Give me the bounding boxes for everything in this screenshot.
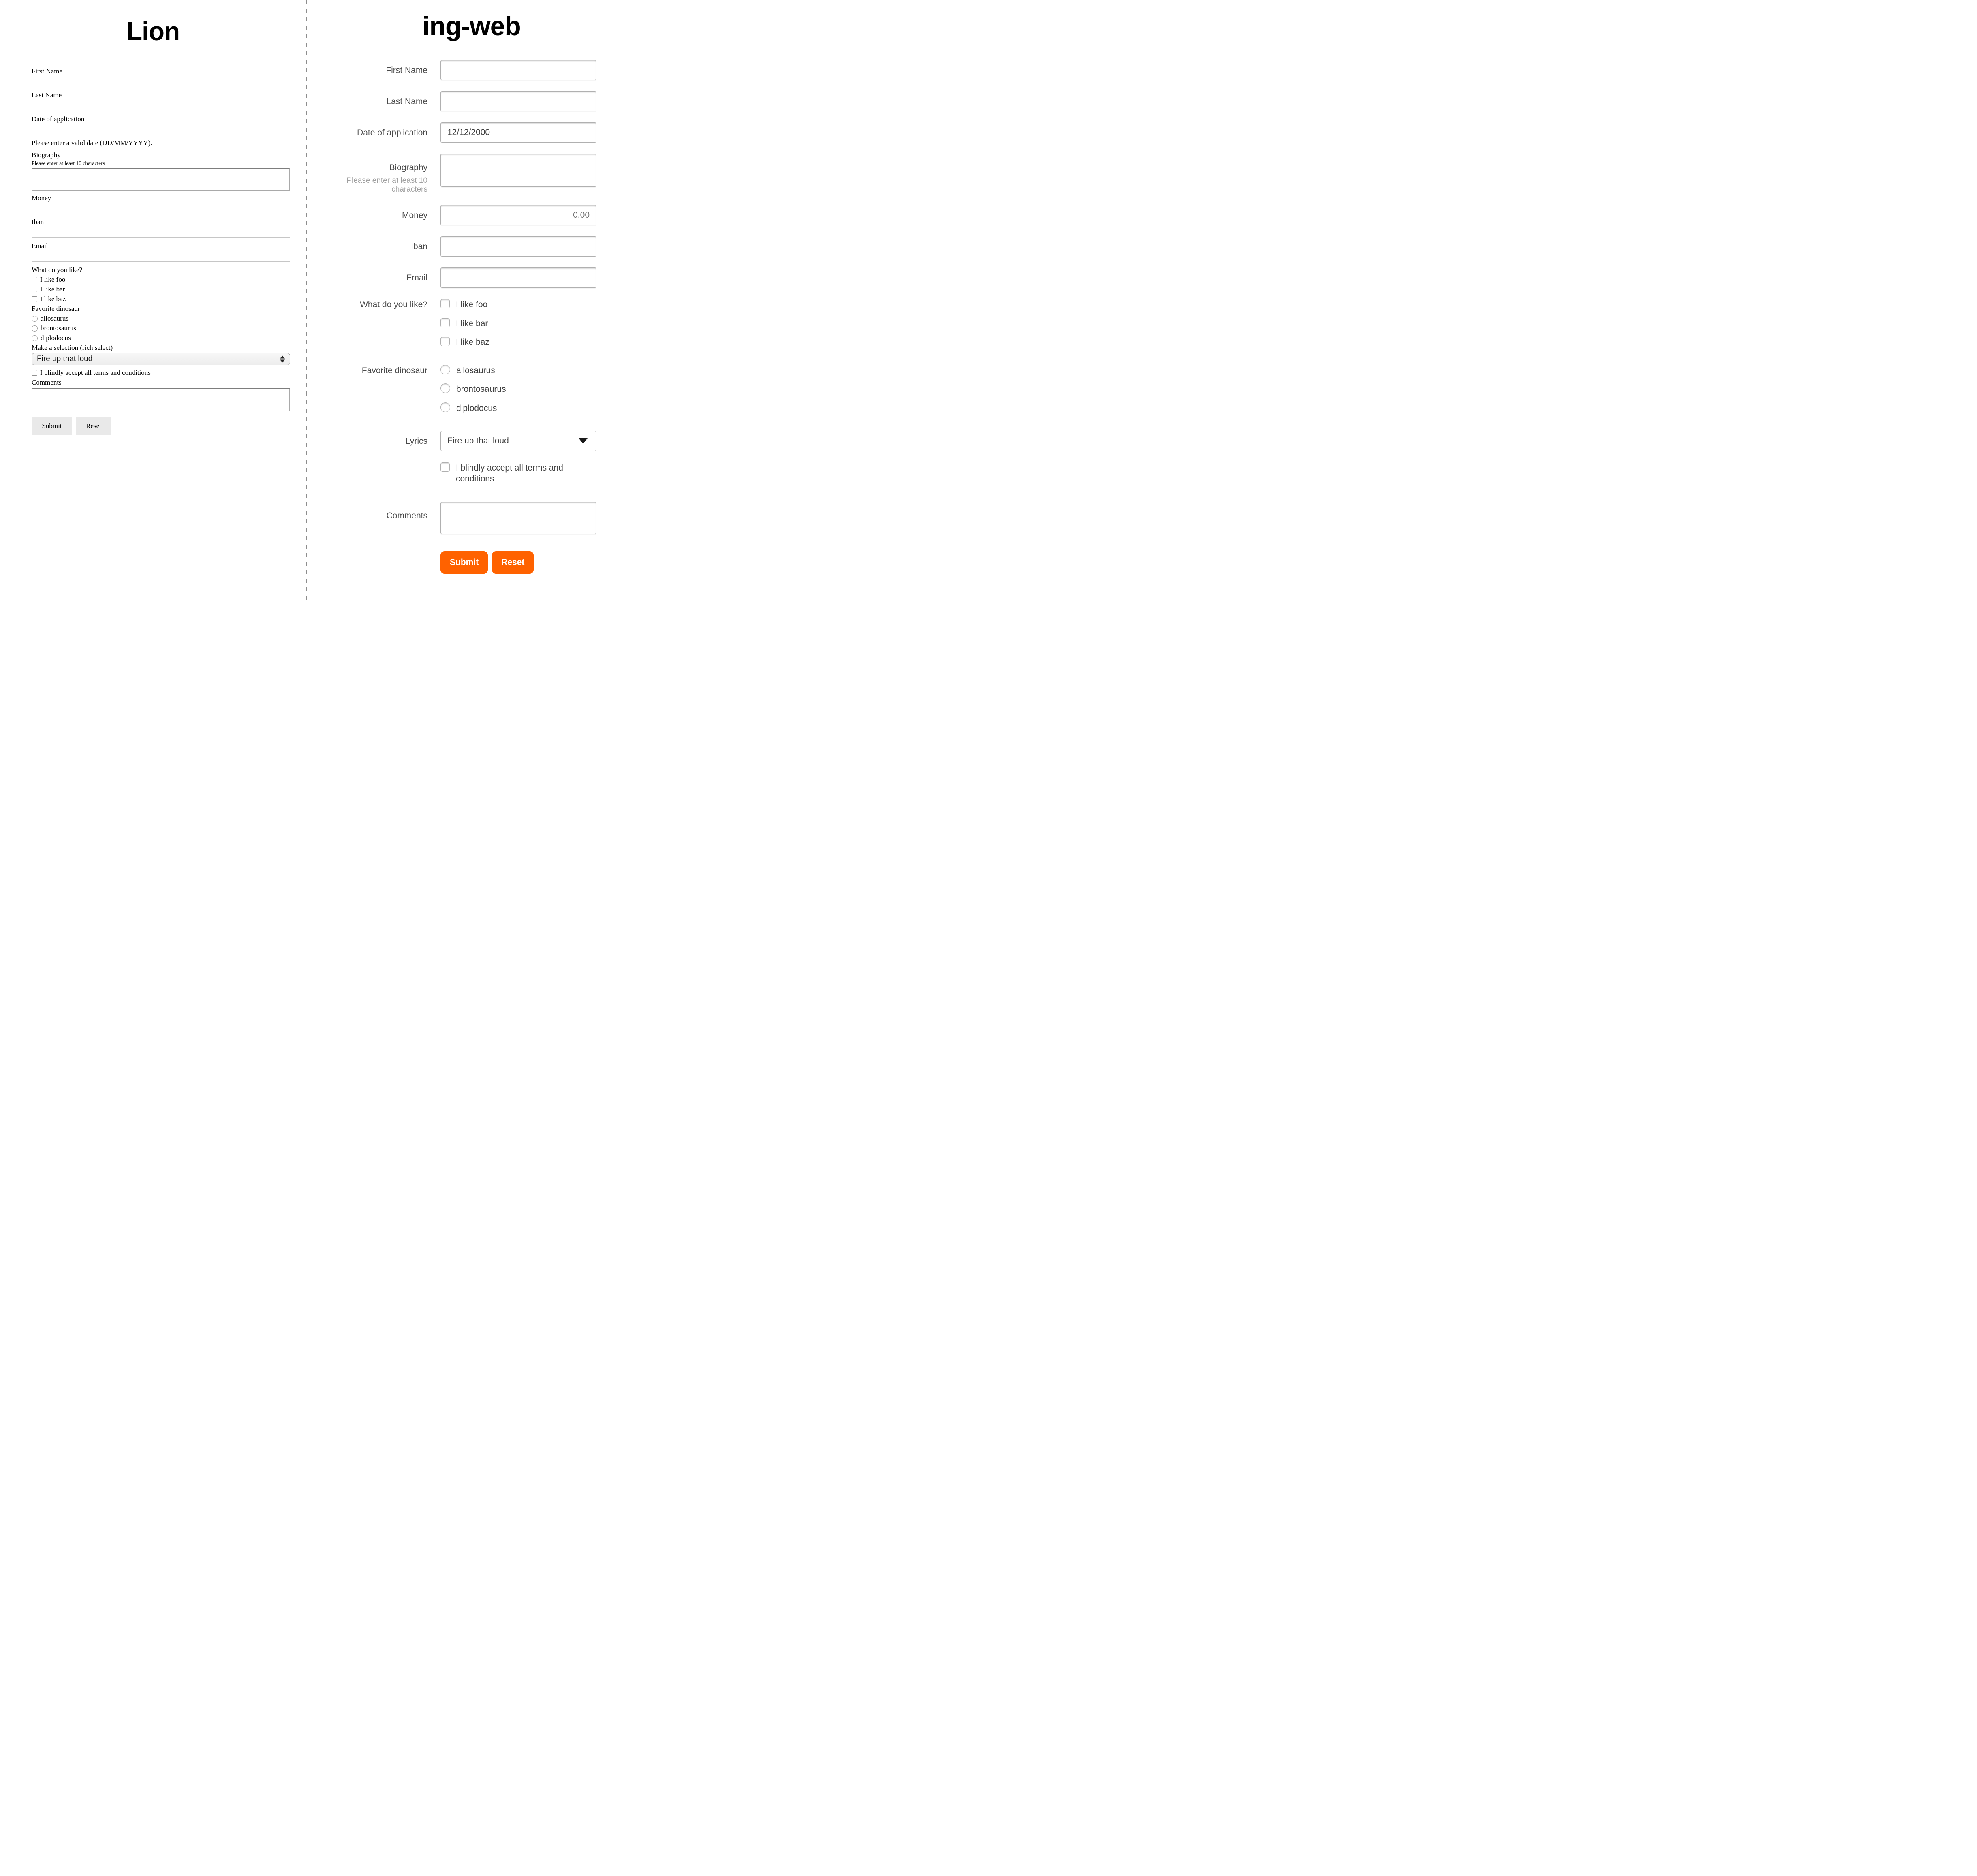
reset-button[interactable]: Reset (492, 551, 534, 574)
radio-brontosaurus[interactable] (440, 383, 596, 395)
money-row (321, 205, 609, 225)
rich-select[interactable] (32, 353, 290, 365)
dropdown-caret-icon (579, 438, 588, 444)
biography-row (321, 154, 609, 194)
date-row (321, 122, 609, 143)
lion-title: Lion (126, 17, 180, 46)
radio-diplodocus[interactable] (32, 333, 290, 343)
checkbox-icon[interactable] (32, 277, 37, 282)
money-input[interactable] (440, 205, 596, 225)
checkbox-icon[interactable] (440, 299, 450, 308)
ing-web-title: ing-web (422, 11, 521, 41)
checkbox-icon[interactable] (32, 370, 37, 376)
comments-label: Comments (386, 511, 427, 520)
rich-select-value: Fire up that loud (37, 355, 93, 363)
lion-form (32, 67, 290, 435)
checkbox-label: I like baz (456, 337, 489, 347)
checkbox-label: I like baz (40, 295, 66, 303)
radio-label: brontosaurus (41, 324, 76, 332)
email-label: Email (32, 242, 48, 250)
submit-button[interactable]: Submit (440, 551, 488, 574)
likes-row (321, 299, 609, 348)
money-label: Money (402, 211, 427, 220)
lyrics-label: Lyrics (405, 436, 427, 446)
radio-icon[interactable] (440, 402, 450, 412)
comments-label: Comments (32, 379, 62, 386)
lion-panel (0, 0, 306, 604)
email-input[interactable] (440, 267, 596, 288)
checkbox-icon[interactable] (440, 318, 450, 327)
comments-row (321, 502, 609, 534)
checkbox-icon[interactable] (440, 337, 450, 346)
checkbox-icon[interactable] (32, 296, 37, 302)
first-name-row (321, 60, 609, 80)
likes-group-label: What do you like? (32, 266, 83, 274)
checkbox-label: I like bar (456, 319, 488, 328)
iban-input[interactable] (32, 228, 290, 238)
lion-buttons-row (32, 417, 290, 435)
iban-row (321, 236, 609, 257)
date-label: Date of application (32, 115, 85, 123)
dinosaur-group-label: Favorite dinosaur (32, 305, 80, 312)
first-name-input[interactable] (32, 77, 290, 87)
radio-label: allosaurus (456, 366, 495, 376)
comments-textarea[interactable] (440, 502, 596, 534)
radio-label: brontosaurus (456, 385, 506, 394)
select-spinner-icons (280, 356, 285, 363)
checkbox-icon[interactable] (440, 462, 450, 472)
checkbox-label: I like foo (40, 276, 66, 283)
terms-label: I blindly accept all terms and conditions (40, 369, 151, 376)
radio-allosaurus[interactable] (440, 365, 596, 376)
reset-button[interactable]: Reset (76, 417, 111, 435)
checkbox-like-bar[interactable] (32, 285, 290, 294)
lyrics-select-value: Fire up that loud (447, 436, 509, 446)
terms-label: I blindly accept all terms and conditions (456, 463, 563, 484)
first-name-label: First Name (386, 66, 427, 75)
likes-group-label: What do you like? (360, 300, 427, 310)
email-input[interactable] (32, 252, 290, 262)
lyrics-row (321, 431, 609, 451)
checkbox-icon[interactable] (32, 287, 37, 292)
checkbox-label: I like foo (456, 300, 488, 310)
terms-row (321, 462, 609, 485)
first-name-input[interactable] (440, 60, 596, 80)
radio-icon[interactable] (32, 316, 38, 322)
last-name-input[interactable] (32, 101, 290, 111)
money-label: Money (32, 194, 51, 202)
comparison-page (0, 0, 636, 604)
radio-icon[interactable] (32, 335, 38, 341)
radio-brontosaurus[interactable] (32, 323, 290, 333)
biography-help-text: Please enter at least 10 characters (32, 160, 105, 166)
submit-button[interactable]: Submit (32, 417, 72, 435)
radio-label: diplodocus (456, 403, 497, 413)
email-label: Email (406, 273, 427, 283)
iban-label: Iban (32, 218, 44, 226)
money-input[interactable] (32, 204, 290, 214)
ing-web-form (321, 60, 609, 574)
buttons-row (321, 545, 609, 574)
last-name-input[interactable] (440, 91, 596, 111)
terms-checkbox-row[interactable] (32, 368, 290, 378)
email-row (321, 267, 609, 288)
checkbox-like-foo[interactable] (32, 275, 290, 285)
first-name-label: First Name (32, 67, 63, 75)
comments-textarea[interactable] (32, 388, 290, 411)
date-label: Date of application (357, 128, 427, 137)
biography-label: Biography (32, 151, 61, 159)
biography-label: Biography (389, 163, 427, 172)
radio-icon[interactable] (32, 325, 38, 332)
iban-label: Iban (411, 242, 427, 252)
last-name-label: Last Name (32, 91, 62, 99)
radio-allosaurus[interactable] (32, 314, 290, 323)
biography-textarea[interactable] (440, 154, 596, 187)
terms-checkbox-row[interactable] (440, 462, 596, 485)
biography-help-text: Please enter at least 10 characters (346, 176, 427, 194)
rich-select-label: Make a selection (rich select) (32, 344, 113, 351)
checkbox-like-bar[interactable] (440, 318, 596, 329)
lyrics-select[interactable] (440, 431, 596, 451)
checkbox-label: I like bar (40, 285, 65, 293)
radio-icon[interactable] (440, 365, 450, 374)
biography-textarea[interactable] (32, 168, 290, 191)
radio-diplodocus[interactable] (440, 402, 596, 414)
date-input[interactable] (32, 125, 290, 135)
iban-input[interactable] (440, 236, 596, 257)
radio-icon[interactable] (440, 383, 450, 393)
last-name-label: Last Name (386, 97, 427, 106)
radio-label: diplodocus (41, 334, 71, 342)
radio-label: allosaurus (41, 314, 68, 322)
dinosaur-group-label: Favorite dinosaur (361, 366, 427, 376)
date-validation-message: Please enter a valid date (DD/MM/YYYY). (32, 139, 152, 147)
date-input[interactable] (440, 122, 596, 143)
last-name-row (321, 91, 609, 111)
ing-web-panel (307, 0, 636, 604)
checkbox-like-baz[interactable] (32, 294, 290, 304)
checkbox-like-foo[interactable] (440, 299, 596, 310)
dinosaur-row (321, 365, 609, 414)
checkbox-like-baz[interactable] (440, 336, 596, 348)
select-up-arrow-icon (280, 356, 285, 359)
select-down-arrow-icon (280, 360, 285, 363)
